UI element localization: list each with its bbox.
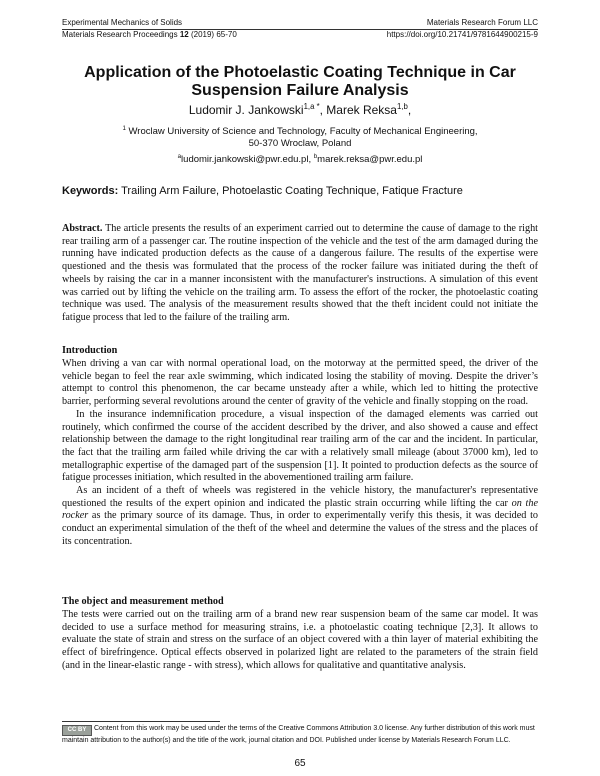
affiliation: $^1$ Wroclaw University of Science and Technology, Faculty of Mechanical Engineering, 50-370 Wroclaw, Poland <box>122 124 478 149</box>
paragraph: As an incident of a theft of wheels was registered in the vehicle history, the manufacturer's representative questioned the results of the expert opinion and indicated the plastic strain occurring while lifting the car on the rocker as the primary source of its damage. Thus, in order to experimentally verify this thesis, it was decided to conduct an experimental simulation of the theft of the wheel and determine the values of the stress and the places of its concentration. <box>62 485 538 547</box>
footer-rule <box>62 721 220 722</box>
introduction-body <box>62 358 538 549</box>
paragraph: When driving a van car with normal operational load, on the motorway at the permitted speed, the driver of the vehicle began to feel the rear axle swimming, which indicated losing the stability of moving. Despite the driver’s attempt to control this phenomenon, the car became unsteady after a while, which led to hitting the protective barrier, performing several revolutions around the center of gravity of the vehicle and finally stopping on the road. <box>62 358 538 408</box>
running-header-top <box>62 18 538 28</box>
email-link[interactable]: ludomir.jankowski@pwr.edu.pl <box>181 154 309 165</box>
paragraph: In the insurance indemnification procedure, a visual inspection of the damaged elements was carried out routinely, which confirmed the course of the accident described by the driver, and also showed a cause and effect relationship between the damage to the right longitudinal rear trailing arm of the car and the incident. In particular, the fact that the trailing arm failed while driving the car with a relatively small mileage (about 37000 km), led to metallographic expertise of the damaged part of the suspension [1]. It pointed to production defects as the source of fatigue processes initiation, which resulted in the abovementioned trailing arm failure. <box>62 408 538 484</box>
object-method-body <box>62 609 538 673</box>
abstract <box>62 223 538 325</box>
abstract-label: Abstract. <box>62 223 103 234</box>
author-name: Ludomir J. Jankowski <box>188 103 304 117</box>
proceedings-citation: Materials Research Proceedings 12 (2019) 65-70 <box>62 30 237 39</box>
journal-name: Experimental Mechanics of Solids <box>62 18 183 27</box>
section-heading-object-method: The object and measurement method <box>62 596 224 607</box>
keywords-label: Keywords: <box>62 185 119 197</box>
license-text: Content from this work may be used under the terms of the Creative Commons Attribution 3.0 license. Any further distribution of this work must maintain attribution to the author(s) and the title of the work, journal citation and DOI. Published under license by Materials Research Forum LLC. <box>62 725 535 744</box>
publisher-name: Materials Research Forum LLC <box>426 18 538 27</box>
cc-license-icon[interactable]: CC BY <box>62 725 92 736</box>
author-list: Ludomir J. Jankowski$^{1,a *}$, Marek Reksa$^{1,b}$, <box>188 102 412 117</box>
page-number: 65 <box>294 758 306 769</box>
keywords-text: Trailing Arm Failure, Photoelastic Coating Technique, Fatique Fracture <box>118 185 463 197</box>
running-header-bottom <box>62 30 538 40</box>
author-emails: $^a$ludomir.jankowski@pwr.edu.pl, $^b$marek.reksa@pwr.edu.pl <box>177 152 423 165</box>
license-notice <box>62 724 538 745</box>
section-heading-introduction: Introduction <box>62 345 118 356</box>
abstract-text: The article presents the results of an experiment carried out to determine the cause of damage to the right rear trailing arm of a passenger car. The routine inspection of the vehicle and the test of the arm damaged during the running have indicated production defects as the cause of a dangerous failure. The results of the expertise were questioned and the thesis was formulated that the process of the rocker failure was initiated during the theft of wheels by raising the car in a manner inconsistent with the manufacturer's instructions. A simulation of this event was carried out by lifting the vehicle on the trailing arm. To assess the effort of the rocker, the photoelastic coating technique was used. The analysis of the measurement results showed that the theft incident could not initiate the fatigue process that led to the failure of the trailing arm. <box>62 223 538 323</box>
author-name: Marek Reksa <box>326 103 397 117</box>
paper-title: Application of the Photoelastic Coating Technique in Car Suspension Failure Analysis <box>84 64 516 99</box>
email-link[interactable]: marek.reksa@pwr.edu.pl <box>317 154 423 165</box>
doi-link[interactable]: https://doi.org/10.21741/9781644900215-9 <box>386 30 538 39</box>
keywords <box>62 185 538 198</box>
paragraph: The tests were carried out on the trailing arm of a brand new rear suspension beam of the same car model. It was decided to use a surface method for measuring strains, i.e. a photoelastic coating technique [2,3]. It allows to evaluate the state of strain and stress on the surface of an object covered with a thin layer of material exhibiting the effect of birefringence. Optical effects observed in polarized light are related to the parameters of the strain field (and in the linear-elastic range - with stress), which allows for qualitative and quantitative analysis. <box>62 609 538 671</box>
